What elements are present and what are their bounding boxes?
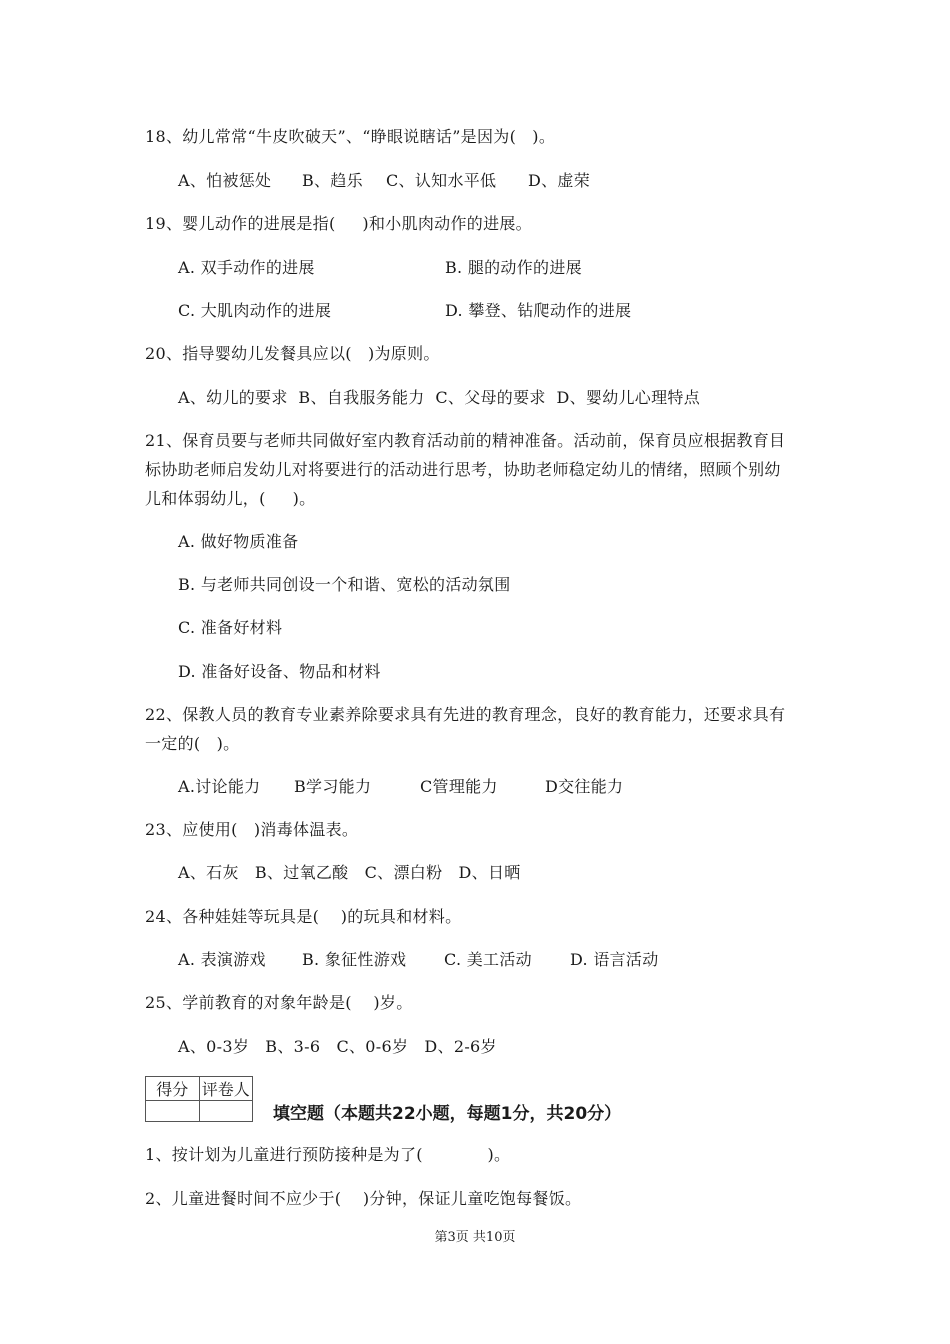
- q22-option-b: B学习能力: [294, 777, 372, 796]
- q18-option-b: B、趋乐: [302, 171, 363, 190]
- question-24: 24、各种娃娃等玩具是( )的玩具和材料。: [145, 907, 462, 926]
- question-23: 23、应使用( )消毒体温表。: [145, 820, 359, 839]
- score-label: 得分: [146, 1077, 200, 1101]
- q19-option-a: A. 双手动作的进展: [178, 258, 315, 277]
- q22-option-d: D交往能力: [545, 777, 624, 796]
- q22-option-c: C管理能力: [420, 777, 498, 796]
- section-title: 填空题（本题共22小题，每题1分，共20分）: [273, 1104, 622, 1124]
- question-22-line-2: 一定的( )。: [145, 734, 240, 753]
- q18-option-c: C、认知水平低: [386, 171, 497, 190]
- question-21-line-2: 标协助老师启发幼儿对将要进行的活动进行思考，协助老师稳定幼儿的情绪，照顾个别幼: [145, 460, 781, 479]
- q19-option-d: D. 攀登、钻爬动作的进展: [445, 301, 632, 320]
- q25-options: A、0-3岁 B、3-6 C、0-6岁 D、2-6岁: [178, 1037, 497, 1056]
- q19-option-c: C. 大肌肉动作的进展: [178, 301, 332, 320]
- q21-option-c: C. 准备好材料: [178, 618, 283, 637]
- page-number: 第3页 共10页: [434, 1230, 516, 1245]
- q24-option-b: B. 象征性游戏: [302, 950, 407, 969]
- question-18: 18、幼儿常常“牛皮吹破天”、“睁眼说瞎话”是因为( )。: [145, 127, 556, 146]
- question-25: 25、学前教育的对象年龄是( )岁。: [145, 993, 413, 1012]
- q21-option-d: D. 准备好设备、物品和材料: [178, 662, 381, 681]
- grader-field[interactable]: [199, 1101, 253, 1122]
- grader-label: 评卷人: [199, 1077, 253, 1101]
- question-21-line-3: 儿和体弱幼儿，( )。: [145, 489, 316, 508]
- question-21-line-1: 21、保育员要与老师共同做好室内教育活动前的精神准备。活动前，保育员应根据教育目: [145, 431, 786, 450]
- q19-option-b: B. 腿的动作的进展: [445, 258, 582, 277]
- q18-option-d: D、虚荣: [528, 171, 591, 190]
- fill-question-2: 2、儿童进餐时间不应少于( )分钟，保证儿童吃饱每餐饭。: [145, 1189, 582, 1208]
- q24-option-d: D. 语言活动: [570, 950, 659, 969]
- q24-option-a: A. 表演游戏: [178, 950, 266, 969]
- question-22-line-1: 22、保教人员的教育专业素养除要求具有先进的教育理念，良好的教育能力，还要求具有: [145, 705, 786, 724]
- question-19: 19、婴儿动作的进展是指( )和小肌肉动作的进展。: [145, 214, 532, 233]
- question-20: 20、指导婴幼儿发餐具应以( )为原则。: [145, 344, 440, 363]
- fill-question-1: 1、按计划为儿童进行预防接种是为了( )。: [145, 1145, 511, 1164]
- q18-option-a: A、怕被惩处: [178, 171, 272, 190]
- q22-option-a: A.讨论能力: [178, 777, 261, 796]
- q20-options: A、幼儿的要求 B、自我服务能力 C、父母的要求 D、婴幼儿心理特点: [178, 388, 700, 407]
- q23-options: A、石灰 B、过氧乙酸 C、漂白粉 D、日晒: [178, 863, 521, 882]
- q21-option-b: B. 与老师共同创设一个和谐、宽松的活动氛围: [178, 575, 511, 594]
- score-box: [145, 1076, 253, 1122]
- score-field[interactable]: [146, 1101, 200, 1122]
- q24-option-c: C. 美工活动: [444, 950, 532, 969]
- q21-option-a: A. 做好物质准备: [178, 532, 299, 551]
